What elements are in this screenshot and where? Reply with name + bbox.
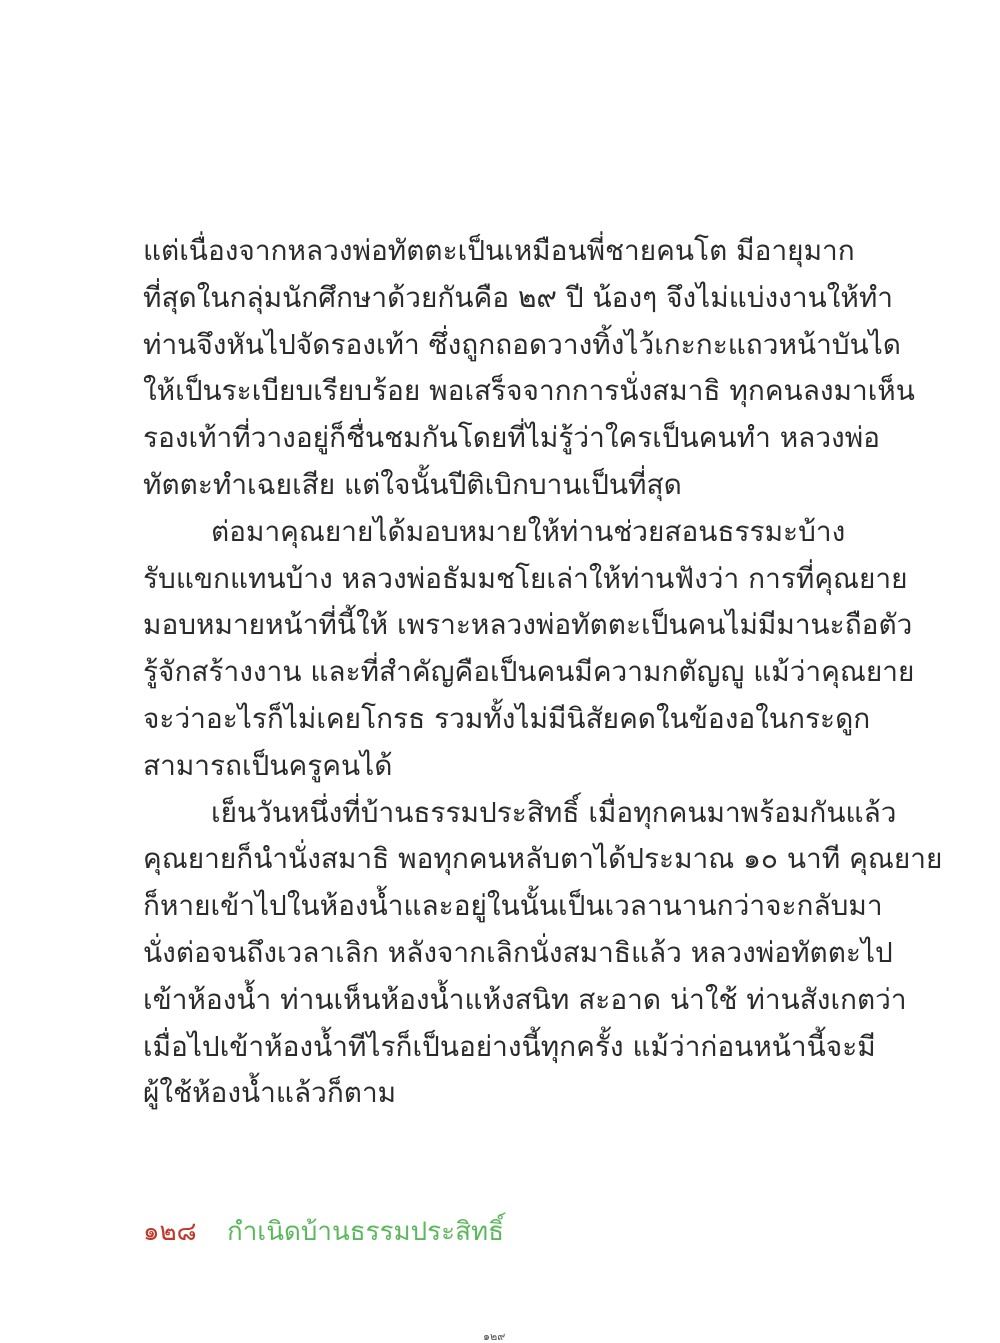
text-line: ทัตตะทำเฉยเสีย แต่ใจนั้นปีติเบิกบานเป็นที่สุด	[143, 467, 682, 501]
paragraph-3	[143, 790, 943, 1118]
text-line: ท่านจึงหันไปจัดรองเท้า ซึ่งถูกถอดวางทิ้งไว้เกะกะแถวหน้าบันได	[143, 327, 901, 361]
page-number: ๑๒๘	[143, 1217, 197, 1247]
text-line: ให้เป็นระเบียบเรียบร้อย พอเสร็จจากการนั่งสมาธิ ทุกคนลงมาเห็น	[143, 374, 915, 408]
text-line: รองเท้าที่วางอยู่ก็ชื่นชมกันโดยที่ไม่รู้ว่าใครเป็นคนทำ หลวงพ่อ	[143, 421, 880, 455]
text-line: ที่สุดในกลุ่มนักศึกษาด้วยกันคือ ๒๙ ปี น้องๆ จึงไม่แบ่งงานให้ทำ	[143, 280, 894, 314]
text-line: ก็หายเข้าไปในห้องน้ำและอยู่ในนั้นเป็นเวลานานกว่าจะกลับมา	[143, 889, 883, 923]
text-line: จะว่าอะไรก็ไม่เคยโกรธ รวมทั้งไม่มีนิสัยคดในข้องอในกระดูก	[143, 701, 871, 735]
text-line: ผู้ใช้ห้องน้ำแล้วก็ตาม	[143, 1076, 397, 1110]
paragraph-1	[143, 228, 915, 509]
body-text	[143, 228, 943, 1117]
book-title: กำเนิดบ้านธรรมประสิทธิ์	[226, 1217, 504, 1247]
text-line: แต่เนื่องจากหลวงพ่อทัตตะเป็นเหมือนพี่ชายคนโต มีอายุมาก	[143, 234, 855, 267]
text-line: คุณยายก็นำนั่งสมาธิ พอทุกคนหลับตาได้ประมาณ ๑๐ นาที คุณยาย	[143, 842, 943, 876]
bottom-page-number: ๑๒๙	[483, 1330, 506, 1343]
paragraph-2	[143, 509, 915, 790]
text-line: ต่อมาคุณยายได้มอบหมายให้ท่านช่วยสอนธรรมะบ้าง	[211, 514, 846, 548]
text-line: นั่งต่อจนถึงเวลาเลิก หลังจากเลิกนั่งสมาธิแล้ว หลวงพ่อทัตตะไป	[143, 935, 893, 969]
text-line: มอบหมายหน้าที่นี้ให้ เพราะหลวงพ่อทัตตะเป็นคนไม่มีมานะถือตัว	[143, 608, 913, 642]
text-line: เมื่อไปเข้าห้องน้ำทีไรก็เป็นอย่างนี้ทุกครั้ง แม้ว่าก่อนหน้านี้จะมี	[143, 1029, 876, 1063]
text-line: เย็นวันหนึ่งที่บ้านธรรมประสิทธิ์ เมื่อทุกคนมาพร้อมกันแล้ว	[211, 795, 897, 829]
text-line: สามารถเป็นครูคนได้	[143, 748, 393, 782]
text-line: รู้จักสร้างงาน และที่สำคัญคือเป็นคนมีความกตัญญู แม้ว่าคุณยาย	[143, 655, 915, 689]
page-footer	[143, 1212, 504, 1252]
text-line: รับแขกแทนบ้าง หลวงพ่อธัมมชโยเล่าให้ท่านฟังว่า การที่คุณยาย	[143, 561, 908, 595]
text-line: เข้าห้องน้ำ ท่านเห็นห้องน้ำแห้งสนิท สะอาด น่าใช้ ท่านสังเกตว่า	[143, 982, 907, 1016]
